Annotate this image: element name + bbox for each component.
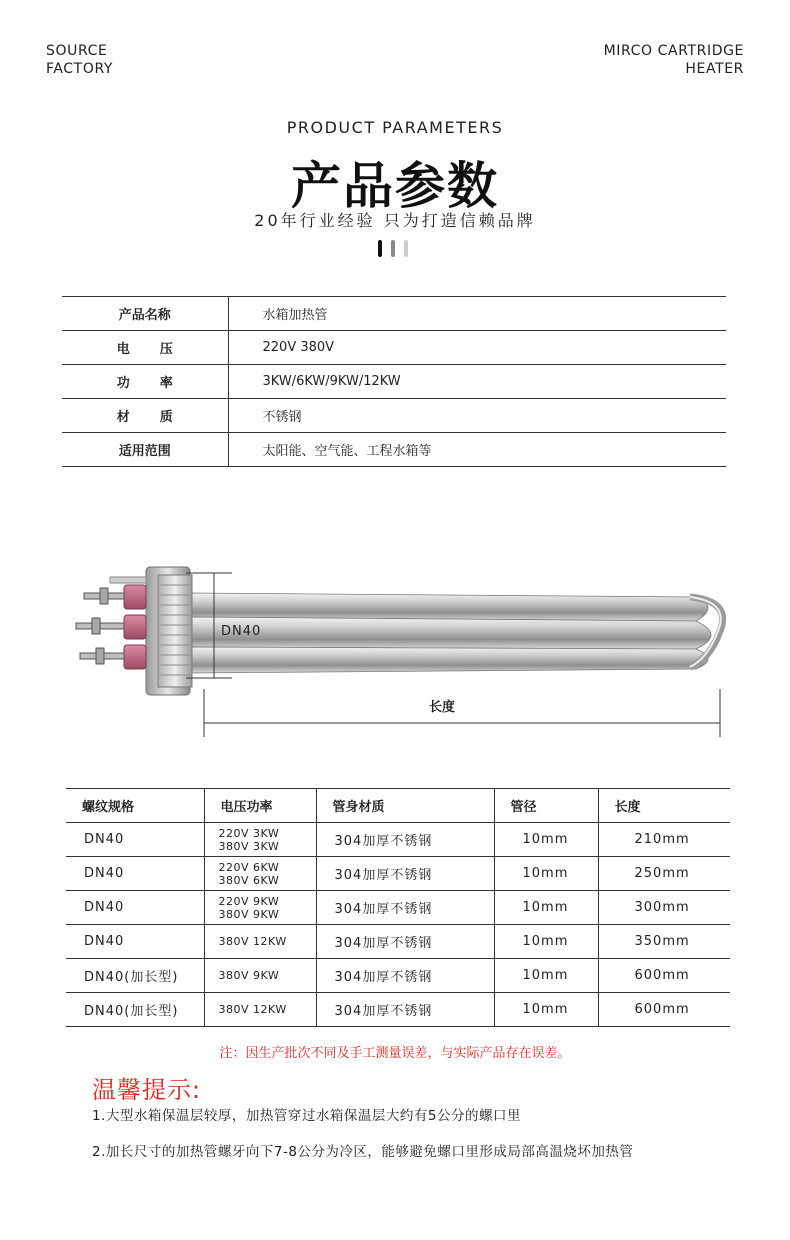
param-value: 220V 380V xyxy=(228,331,726,365)
vp-line: 380V 9KW xyxy=(218,907,280,921)
cell-thread: DN40 xyxy=(66,925,204,959)
cell-material: 304加厚不锈钢 xyxy=(316,925,494,959)
vp-line: 220V 6KW xyxy=(218,860,280,874)
heater-product-diagram xyxy=(60,555,740,745)
brand-right-line2: HEATER xyxy=(685,61,744,77)
cell-material: 304加厚不锈钢 xyxy=(316,857,494,891)
cell-voltage-power xyxy=(204,891,316,925)
cell-length: 210mm xyxy=(598,823,730,857)
section-subtitle: 20年行业经验 只为打造信赖品牌 xyxy=(254,211,536,230)
cell-pipe: 10mm xyxy=(494,993,598,1027)
brand-source-factory xyxy=(46,42,113,78)
table-row xyxy=(66,993,730,1027)
tips-title: 温馨提示: xyxy=(92,1076,202,1104)
cell-length: 300mm xyxy=(598,891,730,925)
cell-length: 600mm xyxy=(598,959,730,993)
vp-line: 220V 9KW xyxy=(218,894,280,908)
cell-pipe: 10mm xyxy=(494,823,598,857)
cell-voltage-power xyxy=(204,857,316,891)
vp-line: 380V 3KW xyxy=(218,839,280,853)
param-label: 电压 xyxy=(62,331,228,365)
dn-dimension-label: DN40 xyxy=(221,624,262,639)
param-row-power xyxy=(62,365,726,399)
cell-pipe: 10mm xyxy=(494,925,598,959)
spec-table xyxy=(66,788,730,1027)
measurement-note: 注：因生产批次不同及手工测量误差，与实际产品存在误差。 xyxy=(219,1046,571,1061)
col-header: 电压功率 xyxy=(204,789,316,823)
param-value: 不锈钢 xyxy=(228,399,726,433)
length-dimension-label: 长度 xyxy=(428,700,456,715)
param-row-voltage xyxy=(62,331,726,365)
param-row-material xyxy=(62,399,726,433)
vp-line: 380V 6KW xyxy=(218,873,280,887)
cell-thread: DN40 xyxy=(66,857,204,891)
cell-voltage-power xyxy=(204,823,316,857)
cell-pipe: 10mm xyxy=(494,959,598,993)
cell-length: 600mm xyxy=(598,993,730,1027)
heater-illustration xyxy=(60,555,740,745)
dot-2 xyxy=(391,240,395,257)
cell-material: 304加厚不锈钢 xyxy=(316,891,494,925)
table-row xyxy=(66,959,730,993)
cell-thread: DN40(加长型) xyxy=(66,959,204,993)
cell-voltage-power xyxy=(204,993,316,1027)
param-row-usage xyxy=(62,433,726,467)
param-value: 水箱加热管 xyxy=(228,297,726,331)
cell-length: 350mm xyxy=(598,925,730,959)
dot-1 xyxy=(378,240,382,257)
col-header: 长度 xyxy=(598,789,730,823)
cell-length: 250mm xyxy=(598,857,730,891)
cell-thread: DN40 xyxy=(66,891,204,925)
table-row xyxy=(66,823,730,857)
tip-item: 1.大型水箱保温层较厚，加热管穿过水箱保温层大约有5公分的螺口里 xyxy=(92,1108,521,1124)
table-row xyxy=(66,925,730,959)
tip-item: 2.加长尺寸的加热管螺牙向下7-8公分为冷区，能够避免螺口里形成局部高温烧坏加热管 xyxy=(92,1144,634,1160)
brand-right-line1: MIRCO CARTRIDGE xyxy=(603,43,744,59)
col-header: 螺纹规格 xyxy=(66,789,204,823)
decorative-dots xyxy=(376,240,416,258)
brand-left-line1: SOURCE xyxy=(46,43,108,59)
col-header: 管径 xyxy=(494,789,598,823)
param-row-name xyxy=(62,297,726,331)
cell-thread: DN40 xyxy=(66,823,204,857)
param-value: 3KW/6KW/9KW/12KW xyxy=(228,365,726,399)
dot-3 xyxy=(404,240,408,257)
product-parameters-table xyxy=(62,296,726,467)
section-title-cn: 产品参数 xyxy=(291,157,499,215)
heating-tubes xyxy=(190,593,723,673)
table-row xyxy=(66,857,730,891)
cell-voltage-power xyxy=(204,959,316,993)
vp-line: 220V 3KW xyxy=(218,826,280,840)
terminal-studs xyxy=(76,588,124,664)
param-label: 材质 xyxy=(62,399,228,433)
vp-line: 380V 12KW xyxy=(218,935,287,948)
spec-header-row xyxy=(66,789,730,823)
cell-material: 304加厚不锈钢 xyxy=(316,823,494,857)
cell-pipe: 10mm xyxy=(494,891,598,925)
table-row xyxy=(66,891,730,925)
param-label: 适用范围 xyxy=(62,433,228,467)
section-title-en: PRODUCT PARAMETERS xyxy=(286,118,504,137)
brand-product-type xyxy=(604,42,744,78)
param-label: 功率 xyxy=(62,365,228,399)
cell-thread: DN40(加长型) xyxy=(66,993,204,1027)
param-label: 产品名称 xyxy=(62,297,228,331)
cell-pipe: 10mm xyxy=(494,857,598,891)
param-value: 太阳能、空气能、工程水箱等 xyxy=(228,433,726,467)
cell-material: 304加厚不锈钢 xyxy=(316,993,494,1027)
threaded-fitting xyxy=(146,567,192,695)
vp-line: 380V 9KW xyxy=(218,969,280,982)
cell-voltage-power xyxy=(204,925,316,959)
vp-line: 380V 12KW xyxy=(218,1003,287,1016)
brand-left-line2: FACTORY xyxy=(46,61,114,77)
cell-material: 304加厚不锈钢 xyxy=(316,959,494,993)
col-header: 管身材质 xyxy=(316,789,494,823)
